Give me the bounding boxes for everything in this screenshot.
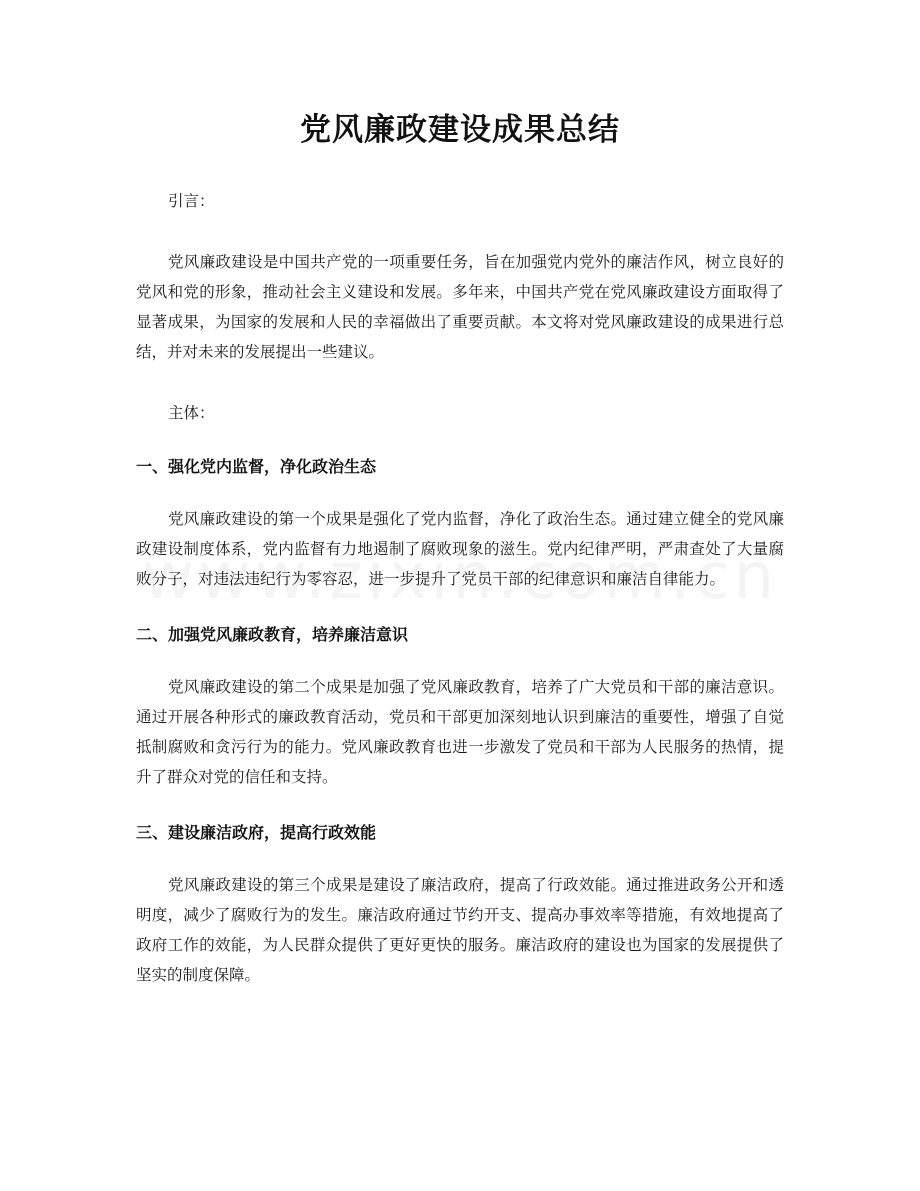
section-heading-3: 三、建设廉洁政府，提高行政效能 [136,823,377,842]
section-paragraph-3: 党风廉政建设的第三个成果是建设了廉洁政府，提高了行政效能。通过推进政务公开和透明度，减少了腐败行为的发生。廉洁政府通过节约开支、提高办事效率等措施，有效地提高了政府工作的效能，为人民群众提供了更好更快的服务。廉洁政府的建设也为国家的发展提供了坚实的制度保障。 [136,876,784,984]
section-heading-1: 一、强化党内监督，净化政治生态 [136,457,377,476]
section-heading-2: 二、加强党风廉政教育，培养廉洁意识 [136,625,409,644]
section-paragraph-1: 党风廉政建设的第一个成果是强化了党内监督，净化了政治生态。通过建立健全的党风廉政建设制度体系，党内监督有力地遏制了腐败现象的滋生。党内纪律严明，严肃查处了大量腐败分子，对违法违纪行为零容忍，进一步提升了党员干部的纪律意识和廉洁自律能力。 [136,510,784,588]
intro-label: 引言： [168,192,215,210]
document-title: 党风廉政建设成果总结 [300,112,620,148]
section-paragraph-2: 党风廉政建设的第二个成果是加强了党风廉政教育，培养了广大党员和干部的廉洁意识。通过开展各种形式的廉政教育活动，党员和干部更加深刻地认识到廉洁的重要性，增强了自觉抵制腐败和贪污行为的能力。党风廉政教育也进一步激发了党员和干部为人民服务的热情，提升了群众对党的信任和支持。 [136,678,784,786]
main-label: 主体： [168,404,215,422]
intro-paragraph: 党风廉政建设是中国共产党的一项重要任务，旨在加强党内党外的廉洁作风，树立良好的党风和党的形象，推动社会主义建设和发展。多年来，中国共产党在党风廉政建设方面取得了显著成果，为国家的发展和人民的幸福做出了重要贡献。本文将对党风廉政建设的成果进行总结，并对未来的发展提出一些建议。 [136,253,784,361]
